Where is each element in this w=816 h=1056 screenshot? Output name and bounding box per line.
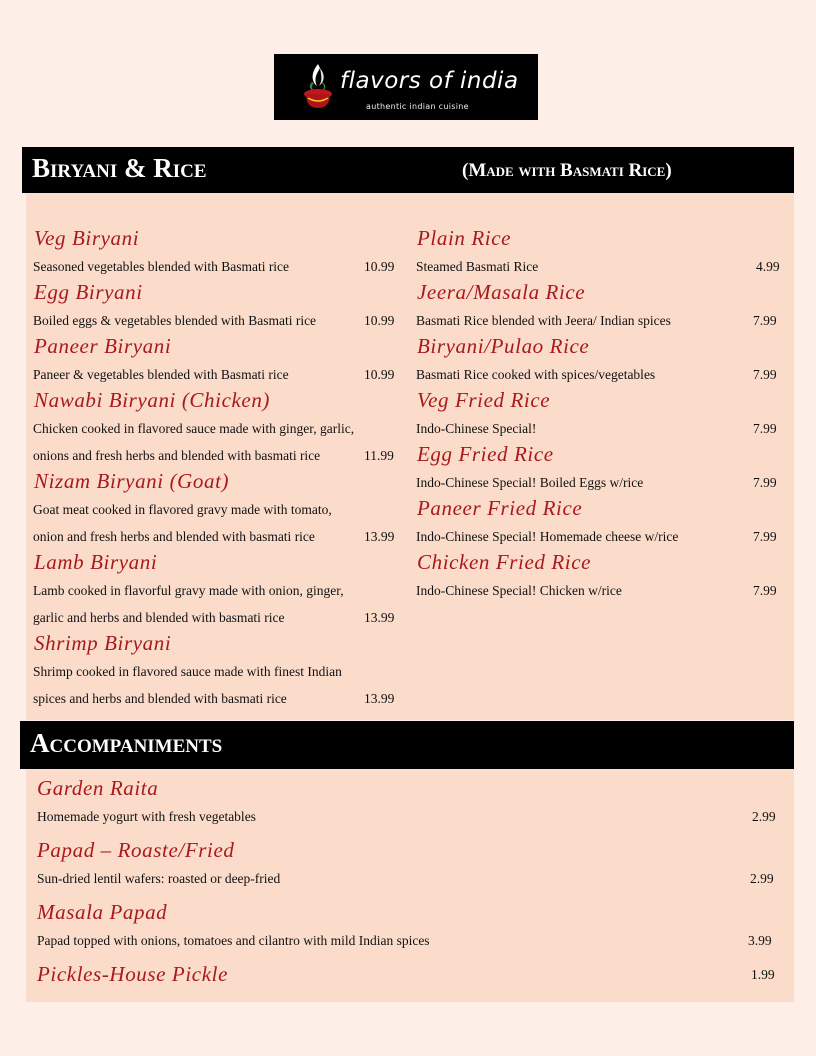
item-price: 7.99: [753, 367, 777, 382]
item-price: 10.99: [364, 259, 395, 274]
item-name: Paneer Biryani: [34, 334, 172, 358]
item-description: Papad topped with onions, tomatoes and cilantro with mild Indian spices: [37, 933, 430, 948]
item-description: Boiled eggs & vegetables blended with Basmati rice: [33, 313, 317, 328]
brand-name: flavors of india: [340, 68, 519, 94]
item-price: 7.99: [753, 529, 777, 544]
item-description: Seasoned vegetables blended with Basmati rice: [33, 259, 290, 274]
item-price: 13.99: [364, 529, 395, 544]
item-price: 1.99: [751, 967, 775, 982]
item-price: 7.99: [753, 475, 777, 490]
item-description: Indo-Chinese Special!: [416, 421, 537, 436]
item-name: Garden Raita: [37, 776, 159, 800]
item-price: 2.99: [750, 871, 774, 886]
item-price: 7.99: [753, 421, 777, 436]
item-name: Nizam Biryani (Goat): [34, 469, 230, 493]
restaurant-logo: [274, 54, 538, 120]
item-description: Chicken cooked in flavored sauce made with ginger, garlic,: [33, 421, 355, 436]
item-name: Jeera/Masala Rice: [417, 280, 586, 304]
item-name: Nawabi Biryani (Chicken): [34, 388, 271, 412]
item-name: Masala Papad: [37, 900, 168, 924]
item-description: Basmati Rice blended with Jeera/ Indian spices: [416, 313, 671, 328]
item-name: Chicken Fried Rice: [417, 550, 592, 574]
item-name: Lamb Biryani: [34, 550, 158, 574]
flame-pot-icon: [300, 60, 336, 114]
item-description: Goat meat cooked in flavored gravy made with tomato,: [33, 502, 332, 517]
item-description: onions and fresh herbs and blended with basmati rice: [33, 448, 321, 463]
item-description: Indo-Chinese Special! Chicken w/rice: [416, 583, 622, 598]
item-description: Sun-dried lentil wafers: roasted or deep-fried: [37, 871, 281, 886]
item-description: Lamb cooked in flavorful gravy made with onion, ginger,: [33, 583, 344, 598]
brand-tagline: authentic indian cuisine: [366, 102, 469, 111]
item-price: 3.99: [748, 933, 772, 948]
item-name: Papad – Roaste/Fried: [37, 838, 235, 862]
item-price: 7.99: [753, 583, 777, 598]
item-price: 10.99: [364, 313, 395, 328]
item-price: 10.99: [364, 367, 395, 382]
item-description: Paneer & vegetables blended with Basmati rice: [33, 367, 289, 382]
item-name: Biryani/Pulao Rice: [417, 334, 590, 358]
biryani-section-header: [22, 147, 794, 193]
item-name: Egg Fried Rice: [417, 442, 554, 466]
item-name: Egg Biryani: [34, 280, 143, 304]
item-description: spices and herbs and blended with basmati rice: [33, 691, 287, 706]
item-price: 7.99: [753, 313, 777, 328]
item-description: Shrimp cooked in flavored sauce made with finest Indian: [33, 664, 342, 679]
item-description: garlic and herbs and blended with basmati rice: [33, 610, 285, 625]
item-name: Plain Rice: [417, 226, 512, 250]
section-title: Biryani & Rice: [32, 153, 207, 183]
item-description: Steamed Basmati Rice: [416, 259, 539, 274]
accompaniments-section-header: [20, 721, 794, 769]
item-price: 2.99: [752, 809, 776, 824]
item-price: 11.99: [364, 448, 394, 463]
item-name: Pickles-House Pickle: [37, 962, 228, 986]
item-name: Paneer Fried Rice: [417, 496, 583, 520]
item-name: Veg Biryani: [34, 226, 140, 250]
item-name: Shrimp Biryani: [34, 631, 172, 655]
item-description: onion and fresh herbs and blended with basmati rice: [33, 529, 315, 544]
item-name: Veg Fried Rice: [417, 388, 551, 412]
item-description: Indo-Chinese Special! Boiled Eggs w/rice: [416, 475, 644, 490]
item-price: 13.99: [364, 610, 395, 625]
section-note: (Made with Basmati Rice): [462, 160, 672, 181]
item-price: 4.99: [756, 259, 780, 274]
item-description: Basmati Rice cooked with spices/vegetables: [416, 367, 656, 382]
item-description: Indo-Chinese Special! Homemade cheese w/rice: [416, 529, 679, 544]
section-title: Accompaniments: [30, 728, 223, 758]
item-price: 13.99: [364, 691, 395, 706]
item-description: Homemade yogurt with fresh vegetables: [37, 809, 256, 824]
